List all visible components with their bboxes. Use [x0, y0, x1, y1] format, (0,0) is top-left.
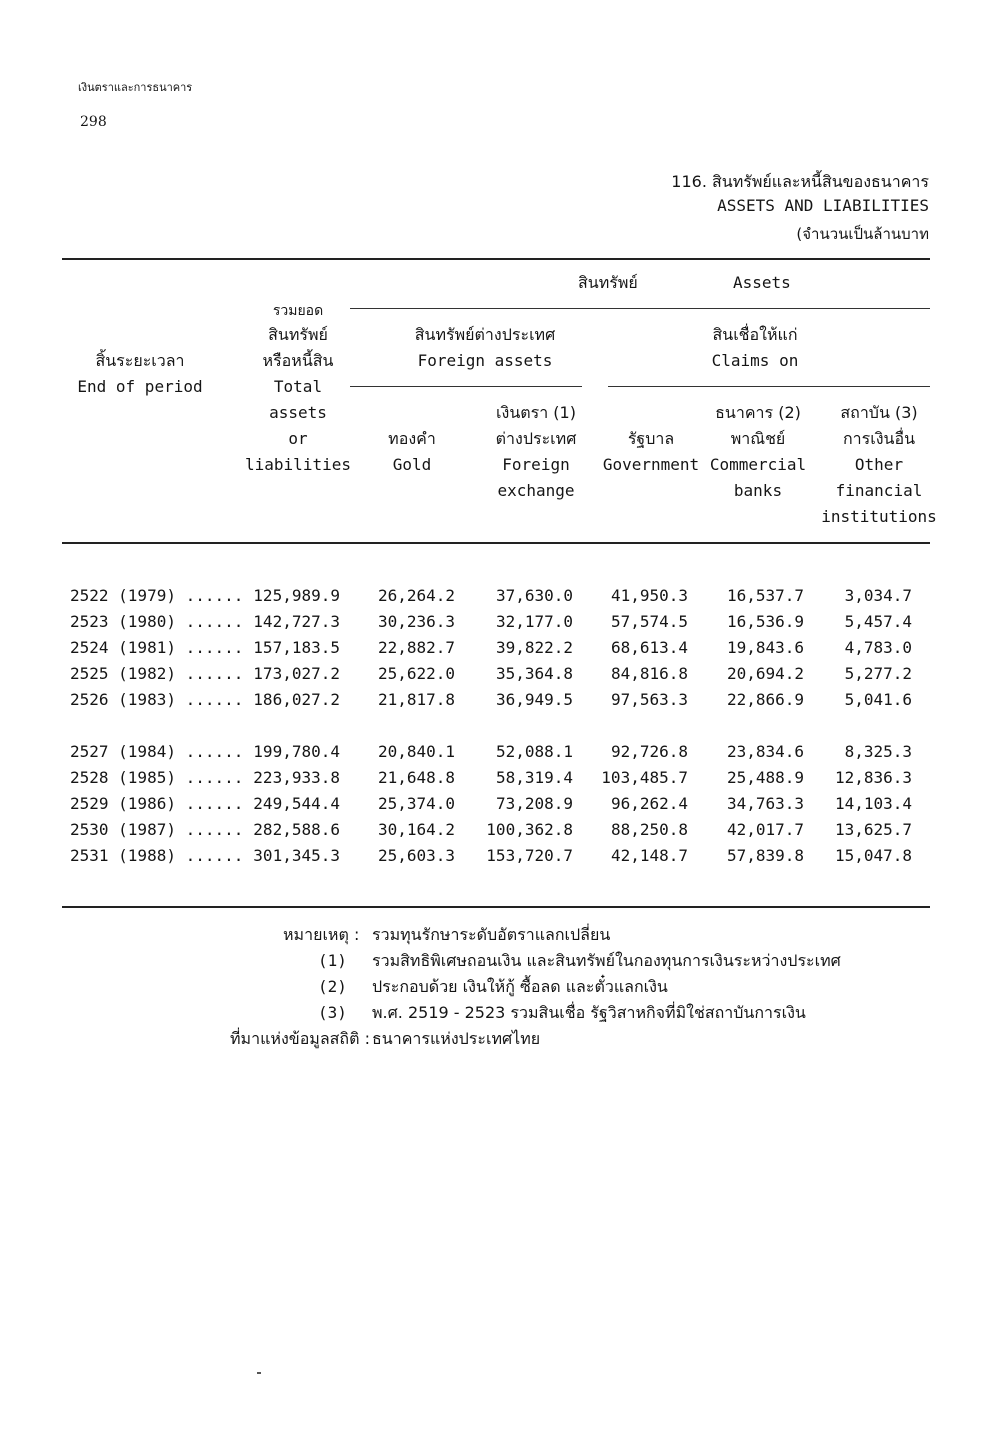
cell-foreign-exchange: 39,822.2	[495, 638, 573, 657]
cell-other-financial: 5,277.2	[844, 664, 912, 683]
note-2-text: ประกอบด้วย เงินให้กู้ ซื้อลด และตั๋วแลกเงิน	[372, 977, 668, 996]
foreign-assets-header-th: สินทรัพย์ต่างประเทศ	[414, 325, 556, 344]
note-2-label: (2)	[318, 977, 347, 996]
cell-period: 2527 (1984) ......	[70, 742, 244, 761]
total-header-th-3: หรือหนี้สิน	[262, 351, 334, 370]
source-text: ธนาคารแห่งประเทศไทย	[372, 1029, 541, 1048]
foreign-assets-header-en: Foreign assets	[417, 351, 553, 370]
cell-commercial-banks: 20,694.2	[726, 664, 804, 683]
cell-other-financial: 12,836.3	[834, 768, 912, 787]
cell-total: 223,933.8	[253, 768, 340, 787]
cell-other-financial: 8,325.3	[844, 742, 912, 761]
ofi-header-th-1: สถาบัน (3)	[840, 403, 918, 422]
note-3-text: พ.ศ. 2519 - 2523 รวมสินเชื่อ รัฐวิสาหกิจที่มิใช่สถาบันการเงิน	[372, 1003, 806, 1022]
note-1-text: รวมสิทธิพิเศษถอนเงิน และสินทรัพย์ในกองทุนการเงินระหว่างประเทศ	[372, 951, 841, 970]
header-bottom-rule	[62, 542, 930, 544]
cell-commercial-banks: 16,536.9	[726, 612, 804, 631]
cell-foreign-exchange: 100,362.8	[486, 820, 573, 839]
cell-foreign-exchange: 52,088.1	[495, 742, 573, 761]
cell-gold: 25,622.0	[377, 664, 455, 683]
cell-period: 2526 (1983) ......	[70, 690, 244, 709]
claims-rule	[608, 386, 930, 387]
cell-total: 125,989.9	[253, 586, 340, 605]
cell-other-financial: 14,103.4	[834, 794, 912, 813]
cell-other-financial: 3,034.7	[844, 586, 912, 605]
total-header-en-4: liabilities	[245, 455, 351, 474]
banks-header-th-2: พาณิชย์	[730, 429, 786, 448]
cell-gold: 25,374.0	[377, 794, 455, 813]
note-text: รวมทุนรักษาระดับอัตราแลกเปลี่ยน	[372, 925, 611, 944]
cell-gold: 26,264.2	[377, 586, 455, 605]
claims-header-en: Claims on	[711, 351, 799, 370]
cell-total: 173,027.2	[253, 664, 340, 683]
cell-other-financial: 13,625.7	[834, 820, 912, 839]
cell-total: 282,588.6	[253, 820, 340, 839]
cell-government: 88,250.8	[610, 820, 688, 839]
cell-gold: 21,817.8	[377, 690, 455, 709]
source-label: ที่มาแห่งข้อมูลสถิติ :	[230, 1029, 370, 1048]
total-header-en-3: or	[288, 429, 308, 448]
cell-gold: 30,236.3	[377, 612, 455, 631]
gold-header-th: ทองคำ	[388, 429, 436, 448]
cell-government: 92,726.8	[610, 742, 688, 761]
note-1-label: (1)	[318, 951, 347, 970]
cell-government: 96,262.4	[610, 794, 688, 813]
cell-other-financial: 5,457.4	[844, 612, 912, 631]
cell-commercial-banks: 25,488.9	[726, 768, 804, 787]
table-bottom-rule	[62, 906, 930, 908]
ofi-header-en-1: Other	[854, 455, 904, 474]
cell-government: 42,148.7	[610, 846, 688, 865]
gov-header-en: Government	[602, 455, 700, 474]
cell-other-financial: 4,783.0	[844, 638, 912, 657]
fx-header-th-2: ต่างประเทศ	[495, 429, 577, 448]
cell-other-financial: 15,047.8	[834, 846, 912, 865]
cell-commercial-banks: 19,843.6	[726, 638, 804, 657]
assets-rule	[350, 308, 930, 309]
table-unit: (จำนวนเป็นล้านบาท	[796, 225, 929, 243]
period-header-th: สิ้นระยะเวลา	[95, 351, 185, 370]
table-title-th: 116. สินทรัพย์และหนี้สินของธนาคาร	[671, 172, 929, 191]
cell-gold: 20,840.1	[377, 742, 455, 761]
ofi-header-th-2: การเงินอื่น	[842, 429, 916, 448]
cell-government: 57,574.5	[610, 612, 688, 631]
fx-header-en-2: exchange	[497, 481, 575, 500]
cell-gold: 22,882.7	[377, 638, 455, 657]
assets-header-en: Assets	[733, 273, 791, 292]
cell-gold: 21,648.8	[377, 768, 455, 787]
page-number: 298	[80, 114, 107, 130]
cell-total: 199,780.4	[253, 742, 340, 761]
scan-mark	[257, 1372, 261, 1374]
gov-header-th: รัฐบาล	[627, 429, 675, 448]
cell-foreign-exchange: 35,364.8	[495, 664, 573, 683]
cell-period: 2525 (1982) ......	[70, 664, 244, 683]
cell-government: 84,816.8	[610, 664, 688, 683]
cell-foreign-exchange: 73,208.9	[495, 794, 573, 813]
period-header-en: End of period	[77, 377, 203, 396]
cell-period: 2528 (1985) ......	[70, 768, 244, 787]
cell-period: 2530 (1987) ......	[70, 820, 244, 839]
gold-header-en: Gold	[392, 455, 432, 474]
total-header-th-1: รวมยอด	[272, 303, 324, 319]
cell-government: 41,950.3	[610, 586, 688, 605]
cell-gold: 30,164.2	[377, 820, 455, 839]
cell-government: 97,563.3	[610, 690, 688, 709]
ofi-header-en-3: institutions	[821, 507, 937, 526]
cell-foreign-exchange: 32,177.0	[495, 612, 573, 631]
banks-header-th-1: ธนาคาร (2)	[715, 403, 801, 422]
running-head: เงินตราและการธนาคาร	[78, 81, 193, 94]
cell-commercial-banks: 42,017.7	[726, 820, 804, 839]
cell-foreign-exchange: 58,319.4	[495, 768, 573, 787]
cell-total: 301,345.3	[253, 846, 340, 865]
fx-header-en-1: Foreign	[502, 455, 570, 474]
cell-gold: 25,603.3	[377, 846, 455, 865]
total-header-th-2: สินทรัพย์	[268, 325, 328, 344]
cell-total: 249,544.4	[253, 794, 340, 813]
cell-government: 103,485.7	[601, 768, 688, 787]
note-3-label: (3)	[318, 1003, 347, 1022]
cell-other-financial: 5,041.6	[844, 690, 912, 709]
cell-government: 68,613.4	[610, 638, 688, 657]
banks-header-en-2: banks	[733, 481, 783, 500]
cell-total: 186,027.2	[253, 690, 340, 709]
cell-total: 142,727.3	[253, 612, 340, 631]
foreign-assets-rule	[350, 386, 582, 387]
banks-header-en-1: Commercial	[709, 455, 807, 474]
cell-commercial-banks: 16,537.7	[726, 586, 804, 605]
assets-header-th: สินทรัพย์	[578, 273, 638, 292]
total-header-en-2: assets	[269, 403, 327, 422]
cell-foreign-exchange: 37,630.0	[495, 586, 573, 605]
total-header-en-1: Total	[273, 377, 323, 396]
cell-commercial-banks: 57,839.8	[726, 846, 804, 865]
ofi-header-en-2: financial	[835, 481, 923, 500]
cell-foreign-exchange: 36,949.5	[495, 690, 573, 709]
cell-period: 2523 (1980) ......	[70, 612, 244, 631]
fx-header-th-1: เงินตรา (1)	[496, 403, 576, 422]
cell-foreign-exchange: 153,720.7	[486, 846, 573, 865]
table-top-rule	[62, 258, 930, 260]
claims-header-th: สินเชื่อให้แก่	[712, 325, 798, 344]
table-title-en: ASSETS AND LIABILITIES	[717, 196, 929, 215]
cell-period: 2529 (1986) ......	[70, 794, 244, 813]
note-label: หมายเหตุ :	[283, 925, 360, 944]
cell-total: 157,183.5	[253, 638, 340, 657]
cell-commercial-banks: 22,866.9	[726, 690, 804, 709]
cell-period: 2522 (1979) ......	[70, 586, 244, 605]
cell-period: 2531 (1988) ......	[70, 846, 244, 865]
cell-commercial-banks: 23,834.6	[726, 742, 804, 761]
cell-period: 2524 (1981) ......	[70, 638, 244, 657]
cell-commercial-banks: 34,763.3	[726, 794, 804, 813]
